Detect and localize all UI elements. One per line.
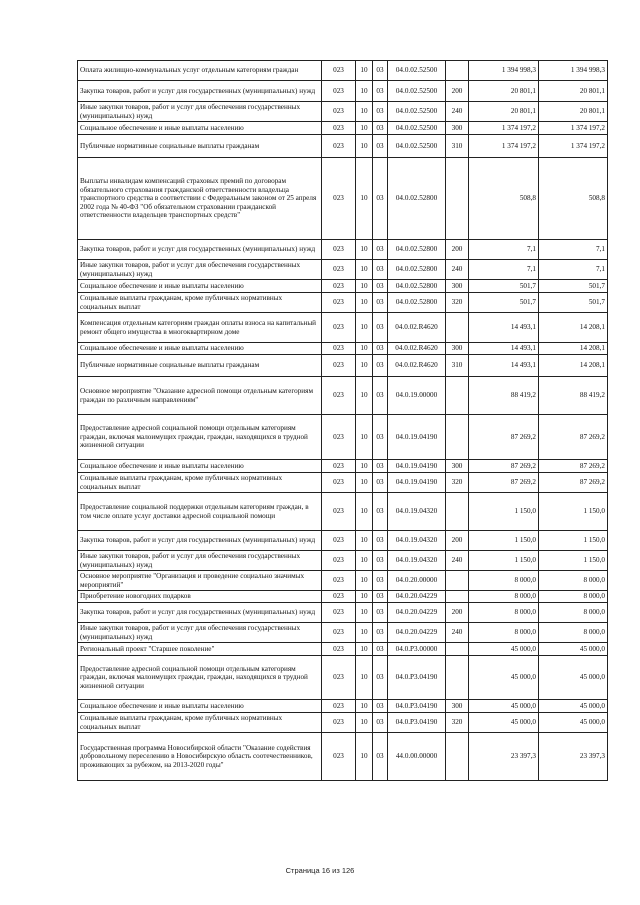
row-ved-code: 023 bbox=[322, 415, 356, 460]
row-ved-code: 023 bbox=[322, 531, 356, 551]
row-section: 10 bbox=[356, 343, 373, 355]
row-subsection: 03 bbox=[373, 700, 388, 713]
budget-table-body bbox=[78, 61, 608, 781]
row-expense-type: 320 bbox=[446, 293, 469, 313]
table-row bbox=[78, 240, 608, 260]
row-section: 10 bbox=[356, 158, 373, 240]
row-expense-type: 300 bbox=[446, 460, 469, 473]
table-row bbox=[78, 493, 608, 531]
row-expense-type: 300 bbox=[446, 700, 469, 713]
row-expense-type: 310 bbox=[446, 135, 469, 158]
row-target-article: 04.0.P3.00000 bbox=[388, 643, 446, 656]
row-ved-code: 023 bbox=[322, 355, 356, 377]
row-ved-code: 023 bbox=[322, 313, 356, 343]
row-target-article: 04.0.P3.04190 bbox=[388, 713, 446, 733]
row-name: Приобретение новогодних подарков bbox=[78, 591, 322, 603]
row-ved-code: 023 bbox=[322, 643, 356, 656]
table-row bbox=[78, 700, 608, 713]
row-target-article: 04.0.02.52500 bbox=[388, 102, 446, 122]
table-row bbox=[78, 551, 608, 571]
row-target-article: 04.0.19.04320 bbox=[388, 551, 446, 571]
row-name: Компенсация отдельным категориям граждан оплаты взноса на капитальный ремонт общего имущества в многоквартирном доме bbox=[78, 313, 322, 343]
row-section: 10 bbox=[356, 102, 373, 122]
row-ved-code: 023 bbox=[322, 81, 356, 102]
row-subsection: 03 bbox=[373, 293, 388, 313]
row-sum-year-1: 8 000,0 bbox=[469, 571, 539, 591]
row-section: 10 bbox=[356, 135, 373, 158]
row-name: Закупка товаров, работ и услуг для государственных (муниципальных) нужд bbox=[78, 603, 322, 623]
row-expense-type: 240 bbox=[446, 102, 469, 122]
row-section: 10 bbox=[356, 415, 373, 460]
row-subsection: 03 bbox=[373, 158, 388, 240]
row-ved-code: 023 bbox=[322, 591, 356, 603]
row-name: Социальные выплаты гражданам, кроме публичных нормативных социальных выплат bbox=[78, 473, 322, 493]
row-ved-code: 023 bbox=[322, 343, 356, 355]
row-sum-year-1: 1 150,0 bbox=[469, 531, 539, 551]
row-ved-code: 023 bbox=[322, 473, 356, 493]
table-row bbox=[78, 260, 608, 280]
row-section: 10 bbox=[356, 733, 373, 781]
row-name: Предоставление социальной поддержки отдельным категориям граждан, в том числе оплате услуг доставки адресной социальной помощи bbox=[78, 493, 322, 531]
row-sum-year-1: 14 493,1 bbox=[469, 343, 539, 355]
row-ved-code: 023 bbox=[322, 493, 356, 531]
row-subsection: 03 bbox=[373, 493, 388, 531]
row-sum-year-2: 7,1 bbox=[539, 260, 608, 280]
row-subsection: 03 bbox=[373, 313, 388, 343]
row-section: 10 bbox=[356, 122, 373, 135]
row-target-article: 04.0.02.52800 bbox=[388, 260, 446, 280]
row-ved-code: 023 bbox=[322, 240, 356, 260]
row-target-article: 04.0.02.52500 bbox=[388, 81, 446, 102]
row-target-article: 04.0.02.52500 bbox=[388, 122, 446, 135]
table-row bbox=[78, 313, 608, 343]
table-row bbox=[78, 643, 608, 656]
row-sum-year-2: 20 801,1 bbox=[539, 81, 608, 102]
table-row bbox=[78, 623, 608, 643]
row-subsection: 03 bbox=[373, 623, 388, 643]
row-name: Социальное обеспечение и иные выплаты населению bbox=[78, 460, 322, 473]
row-expense-type bbox=[446, 656, 469, 700]
row-target-article: 04.0.02.52800 bbox=[388, 280, 446, 293]
row-target-article: 04.0.P3.04190 bbox=[388, 656, 446, 700]
table-row bbox=[78, 81, 608, 102]
row-name: Основное мероприятие "Оказание адресной помощи отдельным категориям граждан по различным направлениям" bbox=[78, 377, 322, 415]
row-expense-type bbox=[446, 415, 469, 460]
row-name: Государственная программа Новосибирской области "Оказание содействия добровольному переселению в Новосибирскую область соотечественников, проживающих за рубежом, на 2013-2020 годы" bbox=[78, 733, 322, 781]
table-row bbox=[78, 102, 608, 122]
row-ved-code: 023 bbox=[322, 700, 356, 713]
row-sum-year-2: 14 208,1 bbox=[539, 313, 608, 343]
row-name: Закупка товаров, работ и услуг для государственных (муниципальных) нужд bbox=[78, 240, 322, 260]
row-target-article: 04.0.19.04320 bbox=[388, 493, 446, 531]
row-section: 10 bbox=[356, 61, 373, 81]
row-name: Закупка товаров, работ и услуг для государственных (муниципальных) нужд bbox=[78, 531, 322, 551]
row-section: 10 bbox=[356, 355, 373, 377]
row-section: 10 bbox=[356, 460, 373, 473]
table-row bbox=[78, 656, 608, 700]
row-sum-year-2: 1 394 998,3 bbox=[539, 61, 608, 81]
row-target-article: 04.0.19.04190 bbox=[388, 473, 446, 493]
row-ved-code: 023 bbox=[322, 280, 356, 293]
row-ved-code: 023 bbox=[322, 603, 356, 623]
row-target-article: 04.0.02.52800 bbox=[388, 240, 446, 260]
row-name: Социальные выплаты гражданам, кроме публичных нормативных социальных выплат bbox=[78, 293, 322, 313]
row-target-article: 04.0.20.04229 bbox=[388, 591, 446, 603]
row-name: Предоставление адресной социальной помощи отдельным категориям граждан, включая малоимущих граждан, граждан, находящихся в трудной жизненной ситуации bbox=[78, 656, 322, 700]
row-expense-type bbox=[446, 377, 469, 415]
row-subsection: 03 bbox=[373, 603, 388, 623]
row-ved-code: 023 bbox=[322, 623, 356, 643]
row-name: Социальные выплаты гражданам, кроме публичных нормативных социальных выплат bbox=[78, 713, 322, 733]
row-sum-year-1: 45 000,0 bbox=[469, 713, 539, 733]
row-subsection: 03 bbox=[373, 280, 388, 293]
row-sum-year-2: 1 374 197,2 bbox=[539, 122, 608, 135]
row-subsection: 03 bbox=[373, 531, 388, 551]
row-subsection: 03 bbox=[373, 240, 388, 260]
row-name: Выплаты инвалидам компенсаций страховых премий по договорам обязательного страхования гражданской ответственности владельца транспортного средства в соответствии с Федеральным законом от 25 апреля 2002 года № 40-ФЗ "Об обязательном страховании гражданской ответственности владельцев транспортных средств" bbox=[78, 158, 322, 240]
row-target-article: 04.0.02.52800 bbox=[388, 293, 446, 313]
row-sum-year-1: 45 000,0 bbox=[469, 656, 539, 700]
row-name: Иные закупки товаров, работ и услуг для обеспечения государственных (муниципальных) нужд bbox=[78, 551, 322, 571]
row-target-article: 04.0.19.04190 bbox=[388, 460, 446, 473]
row-ved-code: 023 bbox=[322, 293, 356, 313]
row-subsection: 03 bbox=[373, 61, 388, 81]
row-sum-year-1: 20 801,1 bbox=[469, 102, 539, 122]
row-subsection: 03 bbox=[373, 355, 388, 377]
row-ved-code: 023 bbox=[322, 260, 356, 280]
row-ved-code: 023 bbox=[322, 460, 356, 473]
row-section: 10 bbox=[356, 377, 373, 415]
row-sum-year-1: 508,8 bbox=[469, 158, 539, 240]
row-name: Социальное обеспечение и иные выплаты населению bbox=[78, 280, 322, 293]
row-sum-year-1: 23 397,3 bbox=[469, 733, 539, 781]
table-row bbox=[78, 571, 608, 591]
row-ved-code: 023 bbox=[322, 713, 356, 733]
row-sum-year-2: 87 269,2 bbox=[539, 460, 608, 473]
row-section: 10 bbox=[356, 571, 373, 591]
row-expense-type: 240 bbox=[446, 623, 469, 643]
row-sum-year-2: 8 000,0 bbox=[539, 591, 608, 603]
row-subsection: 03 bbox=[373, 460, 388, 473]
row-subsection: 03 bbox=[373, 415, 388, 460]
row-sum-year-2: 8 000,0 bbox=[539, 571, 608, 591]
row-section: 10 bbox=[356, 280, 373, 293]
row-sum-year-2: 45 000,0 bbox=[539, 656, 608, 700]
table-row bbox=[78, 158, 608, 240]
row-expense-type bbox=[446, 733, 469, 781]
row-sum-year-2: 7,1 bbox=[539, 240, 608, 260]
row-section: 10 bbox=[356, 713, 373, 733]
row-name: Региональный проект "Старшее поколение" bbox=[78, 643, 322, 656]
table-row bbox=[78, 61, 608, 81]
row-subsection: 03 bbox=[373, 551, 388, 571]
row-expense-type bbox=[446, 61, 469, 81]
table-row bbox=[78, 415, 608, 460]
row-ved-code: 023 bbox=[322, 656, 356, 700]
row-sum-year-1: 14 493,1 bbox=[469, 355, 539, 377]
table-row bbox=[78, 377, 608, 415]
row-expense-type: 300 bbox=[446, 280, 469, 293]
table-row bbox=[78, 531, 608, 551]
row-target-article: 04.0.20.04229 bbox=[388, 623, 446, 643]
row-subsection: 03 bbox=[373, 643, 388, 656]
row-name: Публичные нормативные социальные выплаты гражданам bbox=[78, 355, 322, 377]
table-row bbox=[78, 591, 608, 603]
row-sum-year-2: 1 150,0 bbox=[539, 493, 608, 531]
row-section: 10 bbox=[356, 700, 373, 713]
row-target-article: 04.0.02.52500 bbox=[388, 135, 446, 158]
row-subsection: 03 bbox=[373, 122, 388, 135]
row-sum-year-2: 45 000,0 bbox=[539, 643, 608, 656]
row-subsection: 03 bbox=[373, 656, 388, 700]
row-sum-year-2: 20 801,1 bbox=[539, 102, 608, 122]
table-row bbox=[78, 355, 608, 377]
table-row bbox=[78, 135, 608, 158]
row-ved-code: 023 bbox=[322, 571, 356, 591]
row-sum-year-2: 45 000,0 bbox=[539, 713, 608, 733]
row-section: 10 bbox=[356, 656, 373, 700]
row-ved-code: 023 bbox=[322, 158, 356, 240]
row-target-article: 04.0.19.04190 bbox=[388, 415, 446, 460]
table-row bbox=[78, 713, 608, 733]
budget-table bbox=[77, 60, 608, 781]
row-sum-year-1: 8 000,0 bbox=[469, 623, 539, 643]
row-sum-year-2: 23 397,3 bbox=[539, 733, 608, 781]
row-sum-year-1: 20 801,1 bbox=[469, 81, 539, 102]
row-expense-type: 200 bbox=[446, 240, 469, 260]
row-expense-type: 300 bbox=[446, 122, 469, 135]
row-section: 10 bbox=[356, 551, 373, 571]
table-row bbox=[78, 280, 608, 293]
row-subsection: 03 bbox=[373, 260, 388, 280]
row-sum-year-2: 8 000,0 bbox=[539, 603, 608, 623]
page-footer: Страница 16 из 126 bbox=[285, 866, 355, 875]
row-sum-year-2: 508,8 bbox=[539, 158, 608, 240]
row-expense-type: 310 bbox=[446, 355, 469, 377]
row-section: 10 bbox=[356, 473, 373, 493]
row-sum-year-1: 7,1 bbox=[469, 260, 539, 280]
row-section: 10 bbox=[356, 623, 373, 643]
row-target-article: 04.0.20.04229 bbox=[388, 603, 446, 623]
table-row bbox=[78, 733, 608, 781]
row-sum-year-2: 45 000,0 bbox=[539, 700, 608, 713]
row-section: 10 bbox=[356, 493, 373, 531]
row-sum-year-1: 7,1 bbox=[469, 240, 539, 260]
row-expense-type bbox=[446, 313, 469, 343]
row-name: Социальное обеспечение и иные выплаты населению bbox=[78, 700, 322, 713]
row-target-article: 04.0.19.04320 bbox=[388, 531, 446, 551]
row-section: 10 bbox=[356, 240, 373, 260]
row-ved-code: 023 bbox=[322, 377, 356, 415]
row-section: 10 bbox=[356, 293, 373, 313]
row-expense-type: 320 bbox=[446, 713, 469, 733]
row-name: Иные закупки товаров, работ и услуг для обеспечения государственных (муниципальных) нужд bbox=[78, 102, 322, 122]
row-expense-type: 320 bbox=[446, 473, 469, 493]
table-row bbox=[78, 343, 608, 355]
row-subsection: 03 bbox=[373, 343, 388, 355]
row-subsection: 03 bbox=[373, 571, 388, 591]
row-sum-year-2: 87 269,2 bbox=[539, 473, 608, 493]
row-name: Закупка товаров, работ и услуг для государственных (муниципальных) нужд bbox=[78, 81, 322, 102]
row-ved-code: 023 bbox=[322, 102, 356, 122]
row-target-article: 04.0.02.52500 bbox=[388, 61, 446, 81]
row-section: 10 bbox=[356, 643, 373, 656]
row-expense-type: 240 bbox=[446, 260, 469, 280]
row-sum-year-1: 87 269,2 bbox=[469, 460, 539, 473]
row-sum-year-2: 501,7 bbox=[539, 280, 608, 293]
row-expense-type bbox=[446, 571, 469, 591]
row-ved-code: 023 bbox=[322, 733, 356, 781]
row-section: 10 bbox=[356, 603, 373, 623]
row-sum-year-1: 45 000,0 bbox=[469, 643, 539, 656]
row-name: Оплата жилищно-коммунальных услуг отдельным категориям граждан bbox=[78, 61, 322, 81]
row-sum-year-1: 501,7 bbox=[469, 293, 539, 313]
row-sum-year-1: 1 374 197,2 bbox=[469, 122, 539, 135]
row-sum-year-1: 8 000,0 bbox=[469, 603, 539, 623]
row-section: 10 bbox=[356, 313, 373, 343]
row-ved-code: 023 bbox=[322, 61, 356, 81]
row-expense-type: 240 bbox=[446, 551, 469, 571]
row-target-article: 04.0.P3.04190 bbox=[388, 700, 446, 713]
row-expense-type: 300 bbox=[446, 343, 469, 355]
table-row bbox=[78, 122, 608, 135]
row-subsection: 03 bbox=[373, 591, 388, 603]
row-section: 10 bbox=[356, 81, 373, 102]
row-expense-type bbox=[446, 493, 469, 531]
row-expense-type bbox=[446, 643, 469, 656]
row-sum-year-2: 1 150,0 bbox=[539, 551, 608, 571]
row-expense-type bbox=[446, 158, 469, 240]
row-name: Иные закупки товаров, работ и услуг для обеспечения государственных (муниципальных) нужд bbox=[78, 260, 322, 280]
row-name: Предоставление адресной социальной помощи отдельным категориям граждан, включая малоимущих граждан, граждан, находящихся в трудной жизненной ситуации bbox=[78, 415, 322, 460]
row-subsection: 03 bbox=[373, 377, 388, 415]
row-sum-year-1: 14 493,1 bbox=[469, 313, 539, 343]
row-ved-code: 023 bbox=[322, 551, 356, 571]
row-sum-year-1: 501,7 bbox=[469, 280, 539, 293]
row-sum-year-1: 8 000,0 bbox=[469, 591, 539, 603]
row-section: 10 bbox=[356, 260, 373, 280]
row-subsection: 03 bbox=[373, 102, 388, 122]
row-subsection: 03 bbox=[373, 81, 388, 102]
row-target-article: 04.0.19.00000 bbox=[388, 377, 446, 415]
table-row bbox=[78, 293, 608, 313]
row-sum-year-2: 14 208,1 bbox=[539, 343, 608, 355]
row-target-article: 44.0.00.00000 bbox=[388, 733, 446, 781]
row-ved-code: 023 bbox=[322, 122, 356, 135]
row-name: Публичные нормативные социальные выплаты гражданам bbox=[78, 135, 322, 158]
row-sum-year-2: 1 374 197,2 bbox=[539, 135, 608, 158]
row-sum-year-2: 8 000,0 bbox=[539, 623, 608, 643]
row-sum-year-1: 88 419,2 bbox=[469, 377, 539, 415]
row-sum-year-1: 1 394 998,3 bbox=[469, 61, 539, 81]
table-row bbox=[78, 473, 608, 493]
row-sum-year-2: 1 150,0 bbox=[539, 531, 608, 551]
table-row bbox=[78, 603, 608, 623]
row-target-article: 04.0.02.R4620 bbox=[388, 343, 446, 355]
row-sum-year-2: 14 208,1 bbox=[539, 355, 608, 377]
row-sum-year-2: 501,7 bbox=[539, 293, 608, 313]
row-section: 10 bbox=[356, 531, 373, 551]
row-name: Основное мероприятие "Организация и проведение социально значимых мероприятий" bbox=[78, 571, 322, 591]
row-sum-year-1: 45 000,0 bbox=[469, 700, 539, 713]
row-sum-year-2: 87 269,2 bbox=[539, 415, 608, 460]
row-expense-type: 200 bbox=[446, 531, 469, 551]
row-target-article: 04.0.02.R4620 bbox=[388, 355, 446, 377]
row-subsection: 03 bbox=[373, 135, 388, 158]
row-name: Иные закупки товаров, работ и услуг для обеспечения государственных (муниципальных) нужд bbox=[78, 623, 322, 643]
row-sum-year-1: 1 374 197,2 bbox=[469, 135, 539, 158]
row-expense-type bbox=[446, 591, 469, 603]
row-sum-year-1: 1 150,0 bbox=[469, 493, 539, 531]
row-subsection: 03 bbox=[373, 713, 388, 733]
row-expense-type: 200 bbox=[446, 603, 469, 623]
row-target-article: 04.0.20.00000 bbox=[388, 571, 446, 591]
row-sum-year-2: 88 419,2 bbox=[539, 377, 608, 415]
row-subsection: 03 bbox=[373, 473, 388, 493]
row-sum-year-1: 87 269,2 bbox=[469, 415, 539, 460]
row-subsection: 03 bbox=[373, 733, 388, 781]
row-section: 10 bbox=[356, 591, 373, 603]
row-sum-year-1: 1 150,0 bbox=[469, 551, 539, 571]
row-ved-code: 023 bbox=[322, 135, 356, 158]
table-row bbox=[78, 460, 608, 473]
row-sum-year-1: 87 269,2 bbox=[469, 473, 539, 493]
row-target-article: 04.0.02.52800 bbox=[388, 158, 446, 240]
row-name: Социальное обеспечение и иные выплаты населению bbox=[78, 343, 322, 355]
row-expense-type: 200 bbox=[446, 81, 469, 102]
row-target-article: 04.0.02.R4620 bbox=[388, 313, 446, 343]
row-name: Социальное обеспечение и иные выплаты населению bbox=[78, 122, 322, 135]
